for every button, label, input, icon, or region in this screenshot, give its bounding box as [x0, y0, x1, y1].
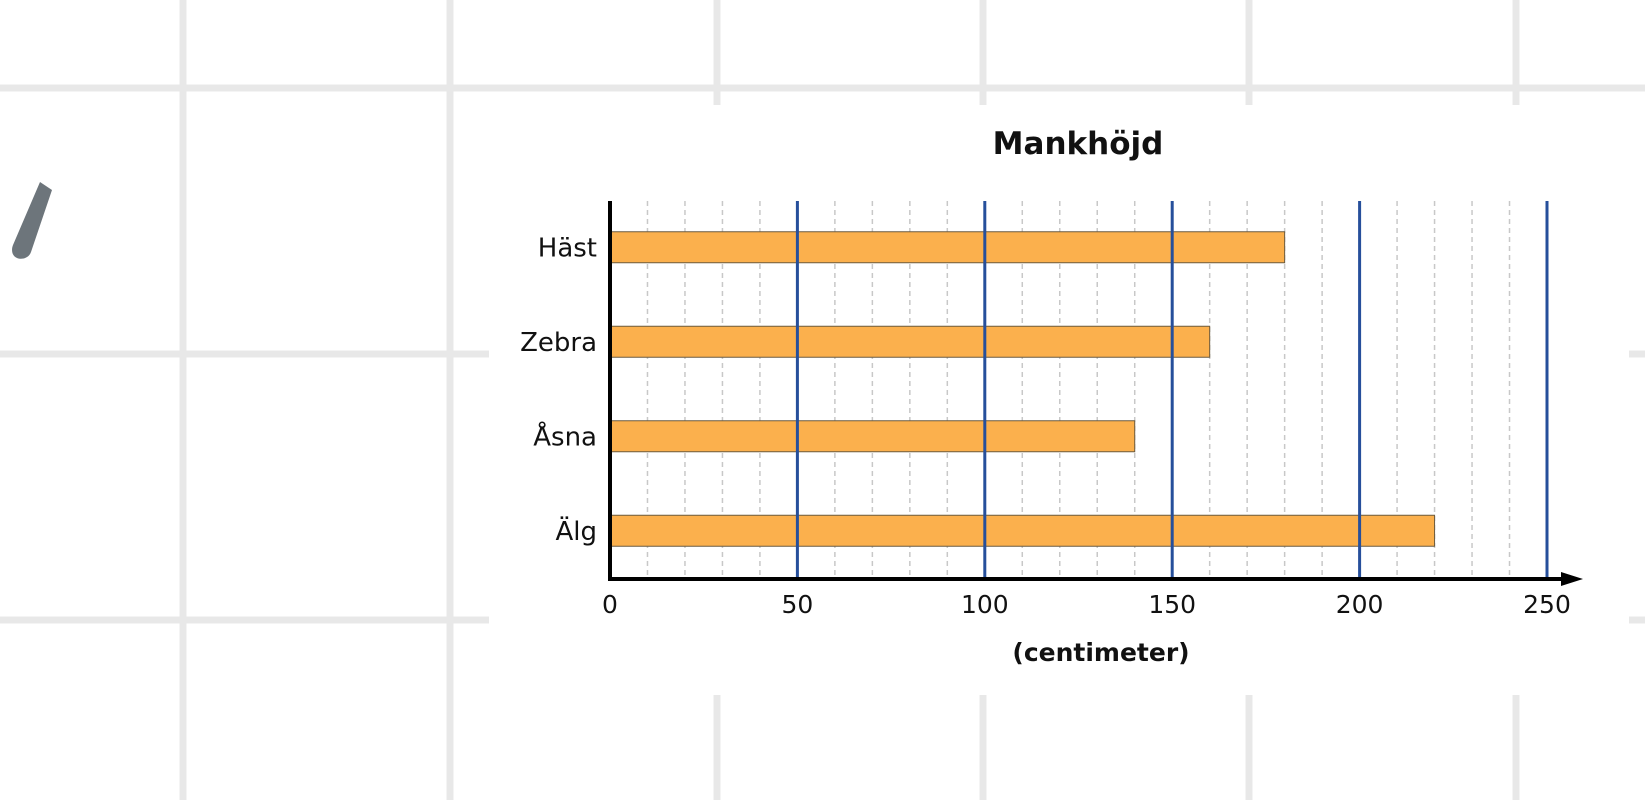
x-tick-label: 250 [1523, 590, 1571, 619]
x-tick-label: 150 [1148, 590, 1197, 619]
x-tick-label: 200 [1335, 590, 1384, 619]
category-label: Åsna [533, 422, 597, 453]
pen-icon[interactable] [0, 180, 60, 270]
chart-title: Mankhöjd [992, 126, 1164, 162]
bar-Älg [610, 515, 1435, 546]
bar-Zebra [610, 326, 1210, 357]
bar-chart [489, 105, 1609, 695]
x-tick-labels [602, 590, 1571, 619]
x-tick-label: 100 [960, 590, 1009, 619]
pen-tip-shape [12, 182, 52, 259]
x-axis-arrow [1561, 572, 1583, 586]
bar-Åsna [610, 421, 1135, 452]
category-label: Zebra [520, 327, 597, 358]
x-axis-label: (centimeter) [1012, 638, 1190, 667]
category-label: Älg [555, 516, 597, 547]
x-tick-label: 0 [602, 590, 618, 619]
category-label: Häst [537, 233, 597, 264]
bar-Häst [610, 232, 1285, 263]
x-tick-label: 50 [781, 590, 814, 619]
category-labels [520, 233, 597, 547]
